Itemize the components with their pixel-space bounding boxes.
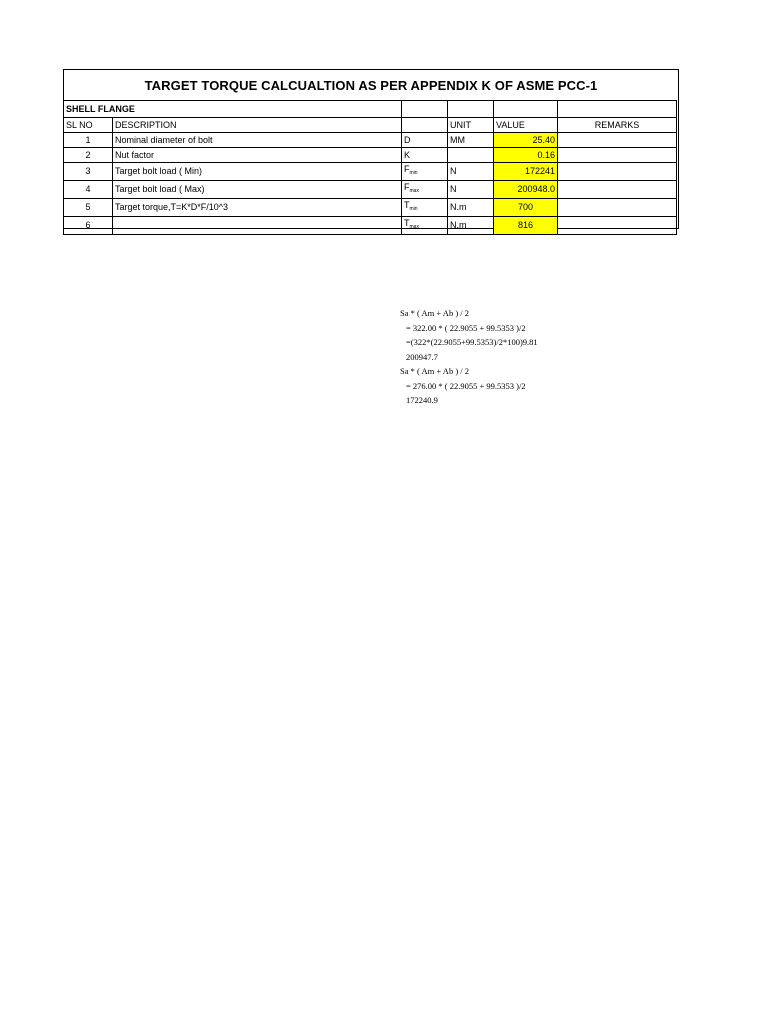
- symbol-letter: K: [404, 149, 411, 160]
- cell-blank: [448, 101, 494, 118]
- cell-remarks: [558, 181, 677, 199]
- symbol-subscript: max: [409, 224, 419, 230]
- header-sl-no: SL NO: [64, 118, 113, 133]
- note-line-5: Sa * ( Am + Ab ) / 2: [400, 366, 470, 376]
- cell-value: 0.16: [494, 148, 558, 163]
- table-row: [64, 181, 677, 199]
- cell-remarks: [558, 163, 677, 181]
- section-row: [64, 101, 677, 118]
- cell-remarks: [558, 148, 677, 163]
- cell-sl-no: 5: [64, 199, 113, 217]
- cell-symbol: [402, 217, 448, 235]
- table-row: [64, 217, 677, 235]
- table-row: [64, 133, 677, 148]
- symbol-subscript: min: [409, 170, 418, 176]
- header-description: DESCRIPTION: [113, 118, 402, 133]
- note-line-2: = 322.00 * ( 22.9055 + 99.5353 )/2: [406, 322, 526, 333]
- sheet-title: TARGET TORQUE CALCUALTION AS PER APPENDIX K OF ASME PCC-1: [144, 77, 598, 93]
- note-line-3: =(322*(22.9055+99.5353)/2*100)9.81: [406, 337, 538, 347]
- symbol-subscript: min: [409, 206, 418, 212]
- header-unit: UNIT: [448, 118, 494, 133]
- cell-sl-no: 3: [64, 163, 113, 181]
- section-label: SHELL FLANGE: [64, 101, 402, 118]
- symbol-letter: D: [404, 134, 411, 145]
- cell-description: Target bolt load ( Min): [113, 163, 402, 181]
- cell-value: 700: [494, 199, 558, 217]
- cell-unit: N: [448, 163, 494, 181]
- cell-sl-no: 4: [64, 181, 113, 199]
- cell-sl-no: 1: [64, 133, 113, 148]
- cell-remarks: [558, 199, 677, 217]
- table-row: [64, 199, 677, 217]
- header-symbol: [402, 118, 448, 133]
- cell-value: 816: [494, 217, 558, 235]
- note-line-1: Sa * ( Am + Ab ) / 2: [400, 308, 470, 318]
- cell-blank: [558, 101, 677, 118]
- cell-blank: [402, 101, 448, 118]
- cell-symbol: [402, 163, 448, 181]
- cell-blank: [494, 101, 558, 118]
- cell-value: 200948.0: [494, 181, 558, 199]
- calculation-table: [63, 100, 677, 235]
- cell-sl-no: 2: [64, 148, 113, 163]
- cell-description: Nominal diameter of bolt: [113, 133, 402, 148]
- note-line-4: 200947.7: [406, 351, 438, 362]
- symbol-letter: T: [404, 218, 410, 228]
- table-row: [64, 148, 677, 163]
- symbol-subscript: max: [409, 188, 419, 194]
- cell-value: 172241: [494, 163, 558, 181]
- cell-remarks: [558, 133, 677, 148]
- cell-sl-no: 6: [64, 217, 113, 235]
- cell-unit: N: [448, 181, 494, 199]
- cell-description: Target torque,T=K*D*F/10^3: [113, 199, 402, 217]
- cell-description: Nut factor: [113, 148, 402, 163]
- note-line-6: = 276.00 * ( 22.9055 + 99.5353 )/2: [406, 380, 526, 391]
- cell-description: Target bolt load ( Max): [113, 181, 402, 199]
- header-row: [64, 118, 677, 133]
- cell-symbol: [402, 133, 448, 148]
- symbol-letter: F: [404, 182, 410, 192]
- cell-remarks: [558, 217, 677, 235]
- table-row: [64, 163, 677, 181]
- header-remarks: REMARKS: [558, 118, 677, 133]
- cell-value: 25.40: [494, 133, 558, 148]
- data-rows: [64, 133, 677, 235]
- cell-symbol: [402, 199, 448, 217]
- cell-unit: [448, 148, 494, 163]
- symbol-letter: F: [404, 164, 410, 174]
- torque-calculation-sheet: [63, 69, 679, 229]
- cell-symbol: [402, 181, 448, 199]
- header-value: VALUE: [494, 118, 558, 133]
- note-line-7: 172240.9: [406, 395, 438, 405]
- cell-symbol: [402, 148, 448, 163]
- cell-unit: N.m: [448, 199, 494, 217]
- symbol-letter: T: [404, 200, 410, 210]
- cell-description: [113, 217, 402, 235]
- calculation-notes: [400, 306, 538, 408]
- cell-unit: N.m: [448, 217, 494, 235]
- cell-unit: MM: [448, 133, 494, 148]
